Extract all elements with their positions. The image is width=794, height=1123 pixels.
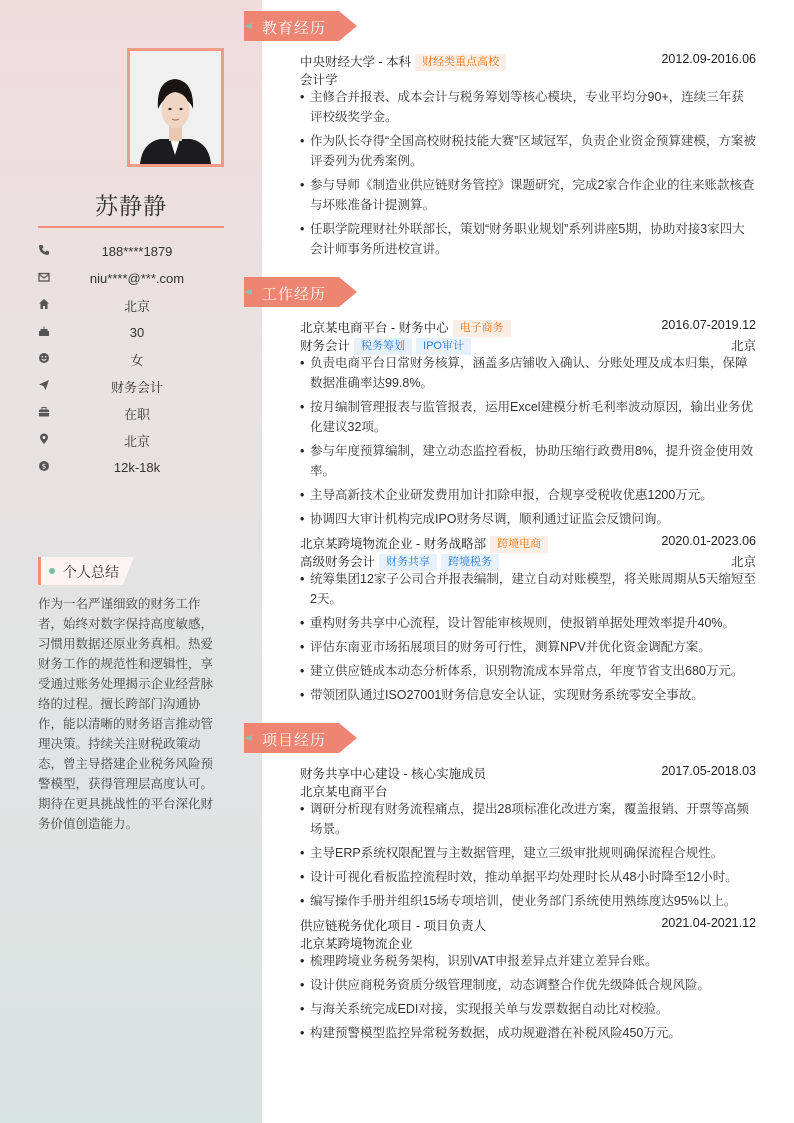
list-item: • 统筹集团12家子公司合并报表编制，建立自动对账模型，将关账周期从5天缩短至2天。 [300,569,756,609]
job-position-row [300,336,756,354]
company-name: 北京某电商平台 - 财务中心 [300,321,449,335]
list-item: • 构建预警模型监控异常税务数据，成功规避潜在补税风险450万元。 [300,1023,756,1043]
list-item: • 调研分析现有财务流程痛点，提出28项标准化改进方案，覆盖报销、开票等高频场景。 [300,799,756,839]
job-bullets [300,353,756,533]
list-item: • 设计供应商税务资质分级管理制度，动态调整合作优先级降低合规风险。 [300,975,756,995]
list-item: • 带领团队通过ISO27001财务信息安全认证，实现财务系统零安全事故。 [300,685,756,705]
list-item: • 与海关系统完成EDI对接，实现报关单与发票数据自动比对校验。 [300,999,756,1019]
section-header-education [244,11,374,41]
list-item: • 任职学院理财社外联部长，策划“财务职业规划”系列讲座5期，协助对接3家四大会计师事务所进校宣讲。 [300,219,756,259]
project-bullets [300,799,756,915]
summary-accent-bar [38,557,41,585]
ribbon-notch-icon [244,23,252,29]
section-header-projects [244,723,374,753]
profile-name: 苏静静 [95,194,167,220]
project-name: 财务共享中心建设 - 核心实施成员 [300,767,487,781]
project-org-row [300,782,756,800]
contact-info-list [38,238,224,481]
info-row-age [38,319,224,346]
summary-text: 作为一名严谨细致的财务工作者，始终对数字保持高度敏感，习惯用数据还原业务真相。热爱财务工作的规范性和逻辑性，享受通过账务处理揭示企业经营脉络的过程。擅长跨部门沟通协作，能以清晰的财务语言推动管理决策。持续关注财税政策动态，曾主导搭建企业税务风险预警模型，获得管理层高度认可。期待在更具挑战性的平台深化财务价值创造能力。 [38,597,214,831]
portrait-image [130,51,221,164]
skill-tag: 税务筹划 [354,338,412,355]
summary-title: 个人总结 [63,564,119,580]
job-header-row [300,534,756,552]
list-item: • 作为队长夺得“全国高校财税技能大赛”区域冠军，负责企业资金预算建模，方案被评委列为优秀案例。 [300,131,756,171]
job-company [300,534,548,553]
info-gender: 女 [130,353,144,368]
job-dates: 2016.07-2019.12 [661,318,756,332]
school-name: 中央财经大学 - 本科 [300,55,412,69]
section-header-work [244,277,374,307]
info-row-job-target [38,373,224,400]
skill-tag: IPO审计 [416,338,471,355]
info-row-status [38,400,224,427]
project-org: 北京某电商平台 [300,785,388,799]
list-item: • 评估东南亚市场拓展项目的财务可行性，测算NPV并优化资金调配方案。 [300,637,756,657]
info-home: 北京 [123,299,150,314]
cake-icon [38,325,50,337]
education-major-row [300,70,756,88]
education-header-row [300,52,756,70]
info-age: 30 [129,325,145,340]
company-name: 北京某跨境物流企业 - 财务战略部 [300,537,487,551]
info-salary: 12k-18k [113,460,161,475]
info-email: niu****@***.com [89,271,185,286]
project-header-row [300,764,756,782]
job-dates: 2020.01-2023.06 [661,534,756,548]
industry-badge: 电子商务 [453,320,511,337]
job-bullets [300,569,756,709]
list-item: • 按月编制管理报表与监管报表，运用Excel建模分析毛利率波动原因，输出业务优化建议32项。 [300,397,756,437]
position-title: 高级财务会计 [300,555,376,569]
info-row-gender [38,346,224,373]
list-item: • 主导高新技术企业研发费用加计扣除申报，合规享受税收优惠1200万元。 [300,485,756,505]
info-row-location [38,427,224,454]
industry-badge: 跨境电商 [490,536,548,553]
send-icon [38,379,50,391]
project-bullets [300,951,756,1047]
ribbon-notch-icon [244,289,252,295]
skill-tag: 财务共享 [379,554,437,571]
location-pin-icon [38,433,50,445]
summary-dot-icon [49,568,55,574]
job-header-row [300,318,756,336]
education-school [300,52,506,71]
name-divider [38,226,224,228]
project-name: 供应链税务优化项目 - 项目负责人 [300,919,487,933]
list-item: • 参与年度预算编制，建立动态监控看板，协助压缩行政费用8%，提升资金使用效率。 [300,441,756,481]
project-dates: 2021.04-2021.12 [661,916,756,930]
list-item: • 主导ERP系统权限配置与主数据管理，建立三级审批规则确保流程合规性。 [300,843,756,863]
phone-icon [38,244,50,256]
money-icon [38,460,50,472]
info-phone: 188****1879 [101,244,173,259]
project-org: 北京某跨境物流企业 [300,937,413,951]
job-position-row [300,552,756,570]
job-company [300,318,511,337]
info-row-home [38,292,224,319]
info-row-email [38,265,224,292]
school-badge: 财经类重点高校 [415,54,506,71]
list-item: • 建立供应链成本动态分析体系，识别物流成本异常点，年度节省支出680万元。 [300,661,756,681]
info-row-phone [38,238,224,265]
list-item: • 梳理跨境业务税务架构，识别VAT申报差异点并建立差异台账。 [300,951,756,971]
info-row-salary [38,454,224,481]
mail-icon [38,271,50,283]
summary-header [38,557,134,585]
home-icon [38,298,50,310]
list-item: • 参与导师《制造业供应链财务管控》课题研究，完成2家合作企业的往来账款核查与坏账准备计提测算。 [300,175,756,215]
education-bullets [300,87,756,263]
section-title-projects: 项目经历 [262,732,327,749]
list-item: • 设计可视化看板监控流程时效，推动单据平均处理时长从48小时降至12小时。 [300,867,756,887]
profile-photo [127,48,224,167]
education-major: 会计学 [300,73,338,87]
skill-tag: 跨境税务 [441,554,499,571]
job-location: 北京 [730,555,756,569]
section-title-education: 教育经历 [262,20,327,37]
sidebar [0,0,262,1123]
job-location: 北京 [730,339,756,353]
project-org-row [300,934,756,952]
project-dates: 2017.05-2018.03 [661,764,756,778]
list-item: • 重构财务共享中心流程，设计智能审核规则，使报销单据处理效率提升40%。 [300,613,756,633]
list-item: • 主修合并报表、成本会计与税务筹划等核心模块，专业平均分90+，连续三年获评校级奖学金。 [300,87,756,127]
main-content [262,0,794,1123]
info-job-target: 财务会计 [110,380,163,395]
ribbon-notch-icon [244,735,252,741]
section-title-work: 工作经历 [262,286,327,303]
smile-icon [38,352,50,364]
briefcase-icon [38,406,50,418]
info-location: 北京 [123,434,150,449]
project-header-row [300,916,756,934]
info-status: 在职 [123,407,150,422]
list-item: • 协调四大审计机构完成IPO财务尽调，顺利通过证监会反馈问询。 [300,509,756,529]
position-title: 财务会计 [300,339,351,353]
list-item: • 编写操作手册并组织15场专项培训，使业务部门系统使用熟练度达95%以上。 [300,891,756,911]
education-dates: 2012.09-2016.06 [661,52,756,66]
list-item: • 负责电商平台日常财务核算，涵盖多店铺收入确认、分账处理及成本归集，保障数据准确率达99.8%。 [300,353,756,393]
svg-text:$: $ [41,462,47,471]
